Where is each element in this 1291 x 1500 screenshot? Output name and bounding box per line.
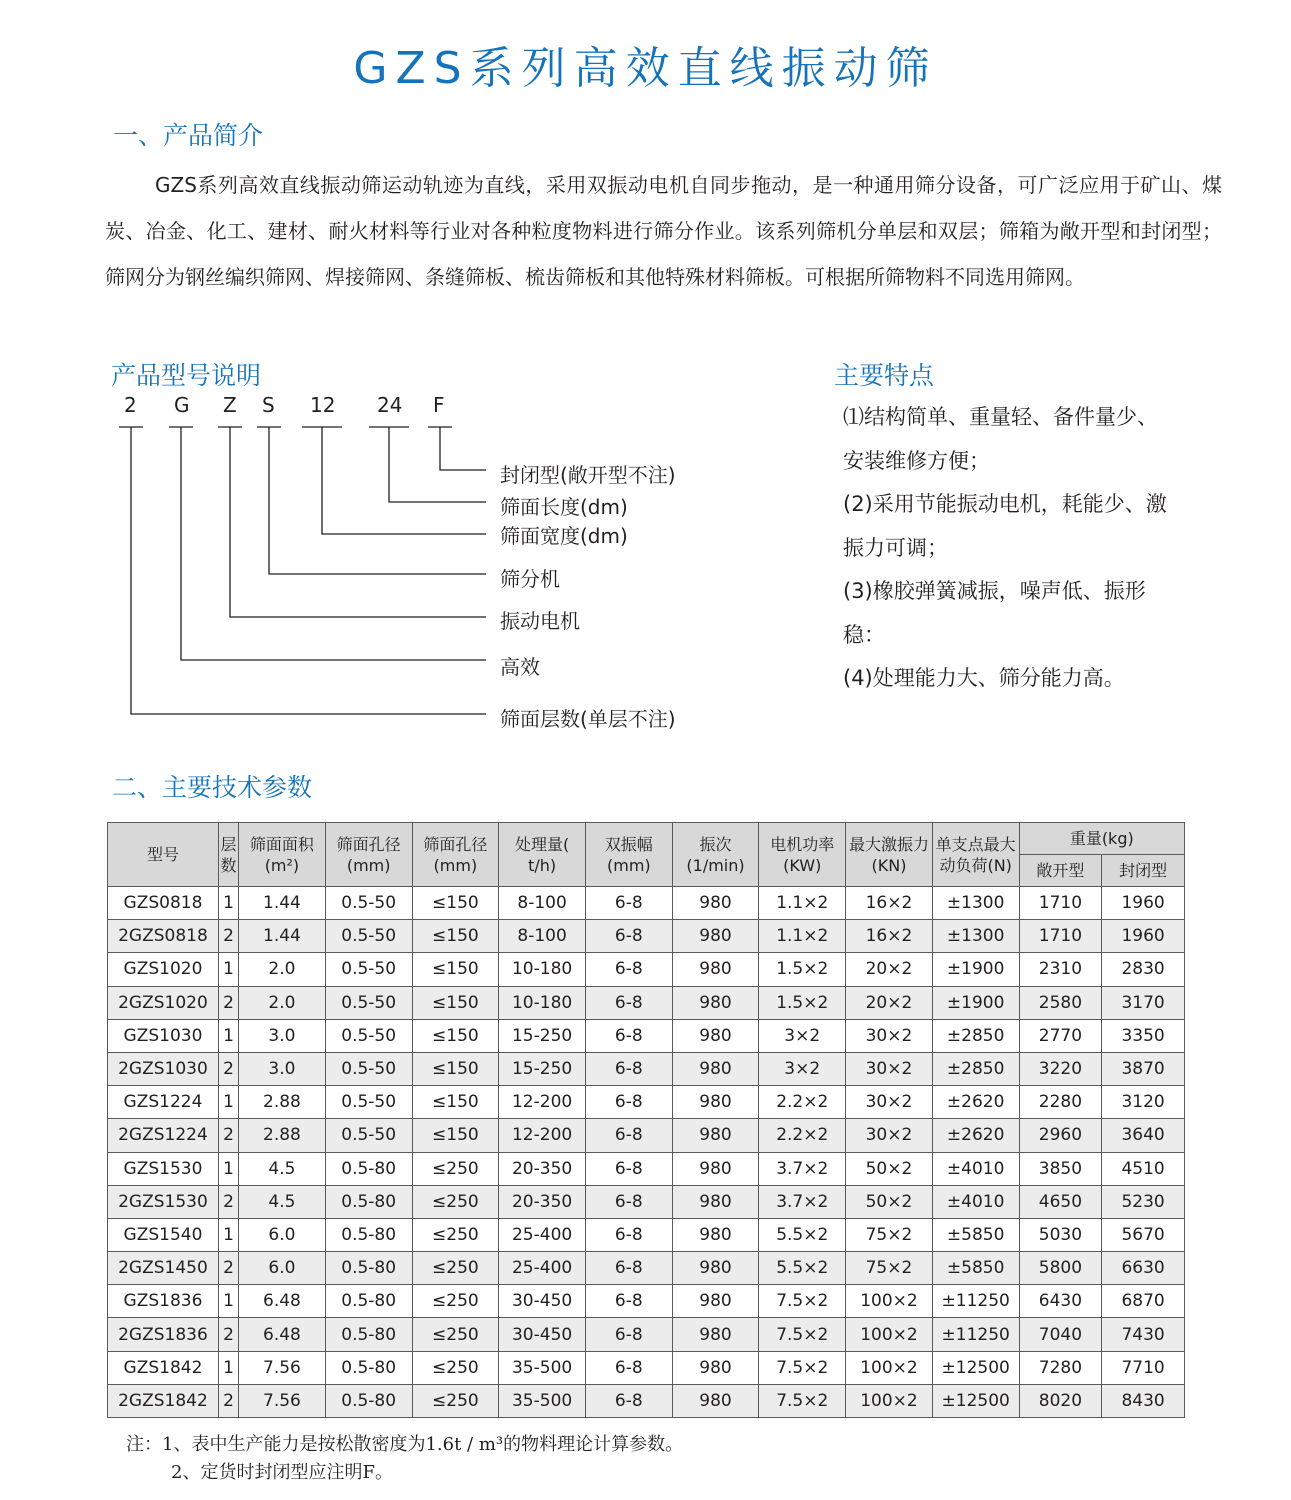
table-cell: 30-450 [499,1318,586,1351]
table-cell: ±2850 [932,1052,1019,1085]
table-cell: 12-200 [499,1119,586,1152]
table-cell: GZS1842 [108,1351,219,1384]
table-cell: 1 [218,1218,238,1251]
table-cell: 30×2 [846,1019,933,1052]
table-cell: 20-350 [499,1185,586,1218]
table-cell: 6-8 [585,887,672,920]
table-cell: 7.56 [239,1351,326,1384]
table-cell: 980 [672,1318,759,1351]
table-cell: 4510 [1102,1152,1185,1185]
table-cell: 8-100 [499,920,586,953]
table-cell: 3870 [1102,1052,1185,1085]
table-row [108,1086,1185,1119]
table-row [108,1019,1185,1052]
features-list [843,396,1223,701]
table-cell: 1 [218,1285,238,1318]
table-cell: ≤250 [412,1351,499,1384]
table-cell: 16×2 [846,887,933,920]
table-cell: 7.5×2 [759,1318,846,1351]
table-cell: 30×2 [846,1052,933,1085]
table-cell: 10-180 [499,953,586,986]
table-cell: 20×2 [846,953,933,986]
table-cell: ±2620 [932,1086,1019,1119]
table-cell: 6.0 [239,1218,326,1251]
table-row [108,1052,1185,1085]
table-cell: 2.0 [239,953,326,986]
table-cell: ±11250 [932,1318,1019,1351]
col-header-weight-closed: 封闭型 [1102,855,1185,887]
table-row [108,1351,1185,1384]
tree-label-layer-count: 筛面层数(单层不注) [500,707,676,731]
table-row [108,1119,1185,1152]
table-cell: 0.5-50 [325,920,412,953]
table-row [108,1318,1185,1351]
table-cell: 100×2 [846,1384,933,1417]
table-cell: 1.44 [239,920,326,953]
section-heading-specs: 二、主要技术参数 [112,773,313,802]
tree-label-closed-type: 封闭型(敞开型不注) [500,463,676,487]
table-cell: ≤250 [412,1318,499,1351]
table-cell: 2 [218,1119,238,1152]
table-cell: 100×2 [846,1351,933,1384]
table-cell: ≤150 [412,1119,499,1152]
table-cell: 2 [218,1252,238,1285]
col-header-area: 筛面面积(m²) [239,823,326,887]
table-cell: 6-8 [585,986,672,1019]
table-cell: 100×2 [846,1285,933,1318]
feature-line: (4)处理能力大、筛分能力高。 [843,666,1125,690]
table-cell: 6.48 [239,1285,326,1318]
specs-table-body [108,887,1185,1418]
table-cell: 7710 [1102,1351,1185,1384]
table-row [108,887,1185,920]
table-cell: 2 [218,1052,238,1085]
table-cell: 1 [218,953,238,986]
table-cell: 3×2 [759,1052,846,1085]
table-cell: 1.44 [239,887,326,920]
table-cell: 0.5-50 [325,1052,412,1085]
table-cell: 35-500 [499,1351,586,1384]
feature-line: ⑴结构简单、重量轻、备件量少、 [843,405,1158,429]
model-code-width: 12 [310,393,336,417]
table-cell: 980 [672,1252,759,1285]
table-cell: 2580 [1019,986,1102,1019]
table-row [108,1384,1185,1417]
table-cell: 1.5×2 [759,986,846,1019]
table-cell: ≤250 [412,1218,499,1251]
table-cell: 2 [218,920,238,953]
table-cell: GZS1836 [108,1285,219,1318]
table-cell: 0.5-50 [325,1119,412,1152]
table-cell: ±5850 [932,1252,1019,1285]
table-cell: 25-400 [499,1218,586,1251]
table-cell: 980 [672,986,759,1019]
table-cell: 20×2 [846,986,933,1019]
table-cell: 3850 [1019,1152,1102,1185]
table-row [108,953,1185,986]
table-cell: 4.5 [239,1185,326,1218]
table-cell: 6-8 [585,1318,672,1351]
table-cell: 6-8 [585,1185,672,1218]
model-code-length: 24 [377,393,403,417]
table-cell: 1 [218,1152,238,1185]
table-cell: 20-350 [499,1152,586,1185]
tree-label-length: 筛面长度(dm) [500,495,628,519]
table-row [108,1185,1185,1218]
col-header-power: 电机功率(KW) [759,823,846,887]
table-cell: 7.5×2 [759,1384,846,1417]
table-cell: 980 [672,887,759,920]
table-cell: 2GZS1450 [108,1252,219,1285]
table-cell: 6-8 [585,1384,672,1417]
col-header-aperture: 筛面孔径(mm) [325,823,412,887]
table-cell: 6-8 [585,1019,672,1052]
col-header-capacity: 处理量( t/h) [499,823,586,887]
table-cell: 1 [218,1086,238,1119]
table-cell: 12-200 [499,1086,586,1119]
table-cell: 2 [218,1185,238,1218]
table-cell: ±1300 [932,920,1019,953]
col-header-frequency: 振次(1/min) [672,823,759,887]
table-cell: 0.5-80 [325,1384,412,1417]
table-cell: 6.0 [239,1252,326,1285]
table-row [108,1285,1185,1318]
table-cell: 30×2 [846,1119,933,1152]
table-cell: ±5850 [932,1218,1019,1251]
table-cell: 3120 [1102,1086,1185,1119]
table-cell: 5030 [1019,1218,1102,1251]
table-cell: 1 [218,1351,238,1384]
model-code-z: Z [223,393,237,417]
table-cell: 2280 [1019,1086,1102,1119]
table-cell: 50×2 [846,1152,933,1185]
table-cell: 6430 [1019,1285,1102,1318]
col-header-model: 型号 [108,823,219,887]
table-cell: 2GZS1842 [108,1384,219,1417]
table-row [108,986,1185,1019]
table-cell: 50×2 [846,1185,933,1218]
table-cell: 1.5×2 [759,953,846,986]
table-cell: 2GZS1530 [108,1185,219,1218]
col-header-weight-open: 敞开型 [1019,855,1102,887]
table-cell: 2.2×2 [759,1086,846,1119]
table-cell: 7.5×2 [759,1285,846,1318]
table-cell: ±11250 [932,1285,1019,1318]
table-cell: ≤150 [412,986,499,1019]
table-cell: 980 [672,1052,759,1085]
note-line-2: 2、定货时封闭型应注明F。 [171,1462,393,1483]
table-cell: 6-8 [585,1252,672,1285]
table-cell: 3350 [1102,1019,1185,1052]
table-cell: GZS1224 [108,1086,219,1119]
table-cell: ≤150 [412,1019,499,1052]
table-cell: ≤150 [412,1086,499,1119]
table-cell: GZS1540 [108,1218,219,1251]
table-cell: 3×2 [759,1019,846,1052]
table-cell: 7280 [1019,1351,1102,1384]
table-cell: GZS0818 [108,887,219,920]
table-cell: 980 [672,920,759,953]
table-cell: 6-8 [585,1086,672,1119]
table-cell: 30-450 [499,1285,586,1318]
table-cell: 6-8 [585,1351,672,1384]
table-cell: 3220 [1019,1052,1102,1085]
table-cell: 3.0 [239,1052,326,1085]
model-code-g: G [174,393,190,417]
table-cell: 980 [672,1351,759,1384]
table-cell: 1710 [1019,887,1102,920]
table-cell: 0.5-80 [325,1285,412,1318]
col-header-amplitude: 双振幅(mm) [585,823,672,887]
tree-label-width: 筛面宽度(dm) [500,524,628,548]
table-cell: ≤250 [412,1185,499,1218]
table-cell: ≤150 [412,1052,499,1085]
table-row [108,1218,1185,1251]
table-cell: 2770 [1019,1019,1102,1052]
table-cell: ±1900 [932,953,1019,986]
table-cell: 25-400 [499,1252,586,1285]
table-cell: 1960 [1102,887,1185,920]
table-cell: 7430 [1102,1318,1185,1351]
table-cell: 7.5×2 [759,1351,846,1384]
table-cell: 4650 [1019,1185,1102,1218]
table-cell: 0.5-80 [325,1318,412,1351]
table-cell: 0.5-80 [325,1351,412,1384]
table-cell: 3.7×2 [759,1152,846,1185]
table-cell: ±2850 [932,1019,1019,1052]
table-cell: 7.56 [239,1384,326,1417]
table-cell: 7040 [1019,1318,1102,1351]
table-cell: 8430 [1102,1384,1185,1417]
feature-line: (2)采用节能振动电机，耗能少、激 [843,492,1167,516]
table-cell: ≤150 [412,953,499,986]
table-cell: 2.2×2 [759,1119,846,1152]
table-cell: 30×2 [846,1086,933,1119]
table-cell: 6-8 [585,1119,672,1152]
model-code-layers: 2 [124,393,137,417]
table-cell: ±1300 [932,887,1019,920]
table-cell: 2.88 [239,1086,326,1119]
table-cell: 3640 [1102,1119,1185,1152]
table-cell: 5.5×2 [759,1218,846,1251]
table-cell: 1.1×2 [759,887,846,920]
table-cell: 6870 [1102,1285,1185,1318]
table-cell: 2 [218,1384,238,1417]
table-cell: 6-8 [585,953,672,986]
table-cell: ≤250 [412,1285,499,1318]
table-row [108,1252,1185,1285]
col-header-load: 单支点最大动负荷(N) [932,823,1019,887]
table-cell: 2GZS1020 [108,986,219,1019]
table-cell: 8-100 [499,887,586,920]
table-cell: 980 [672,1285,759,1318]
table-cell: ±4010 [932,1152,1019,1185]
table-cell: GZS1530 [108,1152,219,1185]
table-cell: 0.5-50 [325,986,412,1019]
table-cell: 75×2 [846,1252,933,1285]
table-cell: 2 [218,986,238,1019]
table-cell: 2GZS0818 [108,920,219,953]
table-cell: 980 [672,1185,759,1218]
feature-line: 振力可调； [843,535,948,560]
intro-text: GZS系列高效直线振动筛运动轨迹为直线，采用双振动电机自同步拖动，是一种通用筛分设备，可广泛应用于矿山、煤炭、冶金、化工、建材、耐火材料等行业对各种粒度物料进行筛分作业。该系列筛机分单层和双层；筛箱为敞开型和封闭型；筛网分为钢丝编织筛网、焊接筛网、条缝筛板、梳齿筛板和其他特殊材料筛板。可根据所筛物料不同选用筛网。 [105,173,1222,289]
table-cell: 1710 [1019,920,1102,953]
table-cell: 1 [218,887,238,920]
table-cell: 6-8 [585,1052,672,1085]
table-cell: 0.5-80 [325,1218,412,1251]
table-cell: ±4010 [932,1185,1019,1218]
col-header-force: 最大激振力(KN) [846,823,933,887]
table-cell: ≤150 [412,887,499,920]
table-cell: 6-8 [585,1218,672,1251]
table-cell: 0.5-50 [325,953,412,986]
table-cell: 1960 [1102,920,1185,953]
table-row [108,920,1185,953]
table-cell: 3.7×2 [759,1185,846,1218]
table-cell: 5800 [1019,1252,1102,1285]
feature-line: 安装维修方便； [843,448,990,473]
table-cell: 15-250 [499,1019,586,1052]
table-cell: 35-500 [499,1384,586,1417]
table-cell: 2GZS1224 [108,1119,219,1152]
table-cell: 2.88 [239,1119,326,1152]
table-cell: 980 [672,1384,759,1417]
table-cell: 0.5-80 [325,1185,412,1218]
table-cell: 2830 [1102,953,1185,986]
table-cell: 6-8 [585,1152,672,1185]
table-cell: 2310 [1019,953,1102,986]
table-cell: ±2620 [932,1119,1019,1152]
section-heading-features: 主要特点 [834,361,935,390]
table-cell: 980 [672,1119,759,1152]
model-code-f: F [433,393,445,417]
table-cell: 15-250 [499,1052,586,1085]
table-cell: 0.5-80 [325,1252,412,1285]
table-cell: 6630 [1102,1252,1185,1285]
table-cell: ≤150 [412,920,499,953]
table-notes [126,1431,683,1487]
table-cell: 6.48 [239,1318,326,1351]
tree-label-vibration-motor: 振动电机 [500,609,580,633]
table-cell: GZS1020 [108,953,219,986]
table-cell: 10-180 [499,986,586,1019]
section-heading-model: 产品型号说明 [111,361,262,390]
table-cell: 3170 [1102,986,1185,1019]
table-cell: ≤250 [412,1152,499,1185]
table-cell: 6-8 [585,1285,672,1318]
table-cell: 5230 [1102,1185,1185,1218]
table-cell: 980 [672,1152,759,1185]
table-cell: 1 [218,1019,238,1052]
col-header-feed: 筛面孔径(mm) [412,823,499,887]
col-header-layers: 层数 [218,823,238,887]
table-cell: 0.5-80 [325,1152,412,1185]
col-header-weight: 重量(kg) [1019,823,1184,855]
table-cell: 2GZS1030 [108,1052,219,1085]
feature-line: (3)橡胶弹簧减振，噪声低、振形 [843,579,1146,603]
table-cell: 2GZS1836 [108,1318,219,1351]
note-line-1: 注：1、表中生产能力是按松散密度为1.6t / m³的物料理论计算参数。 [126,1434,684,1455]
table-cell: 4.5 [239,1152,326,1185]
specs-table [107,822,1185,1418]
table-cell: 75×2 [846,1218,933,1251]
table-cell: 980 [672,1019,759,1052]
table-cell: 16×2 [846,920,933,953]
table-cell: ±1900 [932,986,1019,1019]
table-cell: 0.5-50 [325,1086,412,1119]
table-cell: 1.1×2 [759,920,846,953]
table-cell: 6-8 [585,920,672,953]
table-cell: 8020 [1019,1384,1102,1417]
tree-label-high-efficiency: 高效 [500,655,540,679]
table-cell: 2 [218,1318,238,1351]
table-cell: 2960 [1019,1119,1102,1152]
table-cell: 980 [672,953,759,986]
table-cell: 5670 [1102,1218,1185,1251]
intro-paragraph [105,162,1222,300]
table-cell: 2.0 [239,986,326,1019]
feature-line: 稳： [843,622,885,647]
table-cell: 980 [672,1218,759,1251]
table-cell: 0.5-50 [325,887,412,920]
table-cell: ±12500 [932,1351,1019,1384]
table-cell: ≤250 [412,1252,499,1285]
page-title: GZS系列高效直线振动筛 [353,43,938,94]
table-row [108,1152,1185,1185]
table-cell: ≤250 [412,1384,499,1417]
table-cell: 5.5×2 [759,1252,846,1285]
table-cell: 0.5-50 [325,1019,412,1052]
section-heading-intro: 一、产品简介 [113,121,264,150]
model-code-s: S [262,393,275,417]
table-cell: 100×2 [846,1318,933,1351]
table-cell: GZS1030 [108,1019,219,1052]
table-cell: 980 [672,1086,759,1119]
tree-label-screen-machine: 筛分机 [500,567,560,591]
table-cell: ±12500 [932,1384,1019,1417]
table-cell: 3.0 [239,1019,326,1052]
